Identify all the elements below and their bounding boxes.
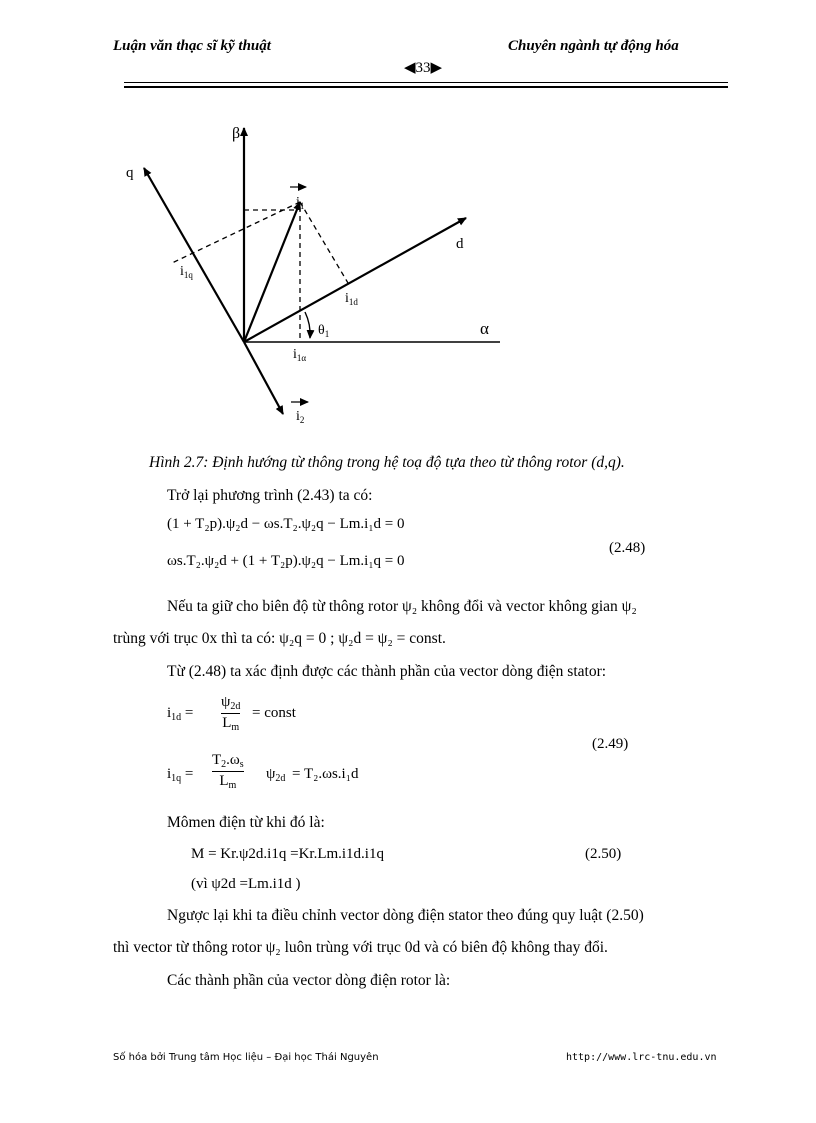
eq250-note: (vì ψ2d =Lm.i1d ) <box>191 876 301 892</box>
paragraph-5b: thì vector từ thông rotor ψ₂ luôn trùng với trục 0d và có biên độ không thay đổi. <box>113 939 608 956</box>
eq248-number: (2.48) <box>609 540 646 556</box>
i1q-label <box>180 264 193 280</box>
page-number-right-mark: ▶ <box>430 60 443 76</box>
eq249-fraction-1 <box>221 694 240 733</box>
paragraph-3: Từ (2.48) ta xác định được các thành phần của vector dòng điện stator: <box>167 663 607 680</box>
header-right: Chuyên ngành tự động hóa <box>508 38 679 54</box>
paragraph-1: Trở lại phương trình (2.43) ta có: <box>167 487 373 504</box>
eq249-frac1-num: $\psi_{2d}$ <box>221 694 241 712</box>
d-axis <box>244 218 466 342</box>
theta-label-sub: 1 <box>324 329 330 339</box>
eq249-line2-lhs: $i_{1q}$ = <box>167 766 194 784</box>
paragraph-6: Các thành phần của vector dòng điện rotor là: <box>167 972 451 989</box>
paragraph-5a: Ngược lại khi ta điều chỉnh vector dòng điện stator theo đúng quy luật (2.50) <box>167 907 644 924</box>
eq249-line2-mid: $\psi_{2d}$ <box>266 766 286 784</box>
eq249-number: (2.49) <box>592 736 629 752</box>
i1alpha-label <box>293 347 306 363</box>
i1-label-sub: 1 <box>299 201 305 211</box>
theta-label-base: θ <box>318 323 325 338</box>
alpha-label: α <box>480 319 489 338</box>
q-label: q <box>126 165 134 181</box>
paragraph-2b: trùng với trục 0x thì ta có: ψ₂q = 0 ; ψ₂d = ψ₂ = const. <box>113 630 446 647</box>
eq250: M = Kr.ψ2d.i1q =Kr.Lm.i1d.i1q <box>191 846 384 862</box>
page-number-left-mark: ◀ <box>404 60 416 76</box>
figure-caption: Hình 2.7: Định hướng từ thông trong hệ toạ độ tựa theo từ thông rotor (d,q). <box>149 454 625 471</box>
eq249-line1-rhs: = const <box>252 705 296 721</box>
q-axis <box>144 168 244 342</box>
footer-link[interactable]: http://www.lrc-tnu.edu.vn <box>566 1052 717 1063</box>
header-left: Luận văn thạc sĩ kỹ thuật <box>113 38 271 54</box>
i2-label-base: i <box>296 409 300 424</box>
eq250-number: (2.50) <box>585 846 622 862</box>
i1-vector <box>244 202 300 342</box>
i1alpha-label-base: i <box>293 347 297 362</box>
eq249-frac2-den: $L_m$ <box>219 773 237 791</box>
eq249-frac1-bar <box>221 713 240 714</box>
i1d-projection <box>300 202 348 283</box>
eq248-line2: ωs.T₂.ψ₂d + (1 + T₂p).ψ₂q − Lm.i₁q = 0 <box>167 553 405 569</box>
i1q-projection <box>172 202 300 263</box>
i1alpha-label-sub: 1α <box>296 353 307 363</box>
eq249-frac1-den: $L_m$ <box>222 715 240 733</box>
paragraph-4: Mômen điện từ khi đó là: <box>167 814 325 831</box>
eq249-frac2-bar <box>212 771 244 772</box>
i2-label <box>296 409 304 425</box>
eq249-line2-rhs: = T₂.ωs.i₁d <box>292 766 359 782</box>
paragraph-2a: Nếu ta giữ cho biên độ từ thông rotor ψ₂ không đổi và vector không gian ψ₂ <box>167 598 637 615</box>
vector-diagram <box>0 0 816 450</box>
i1d-label-base: i <box>345 291 349 306</box>
eq249-line1-lhs: $i_{1d}$ = <box>167 705 194 723</box>
footer-left: Số hóa bởi Trung tâm Học liệu – Đại học Thái Nguyên <box>113 1052 379 1063</box>
i1d-label-sub: 1d <box>348 297 358 307</box>
i1q-label-base: i <box>180 264 184 279</box>
i2-label-sub: 2 <box>299 415 305 425</box>
eq248-line1: (1 + T₂p).ψ₂d − ωs.T₂.ψ₂q − Lm.i₁d = 0 <box>167 516 405 532</box>
beta-label: β <box>232 125 241 142</box>
d-label: d <box>456 236 464 252</box>
i1q-label-sub: 1q <box>183 270 193 280</box>
theta-label <box>318 323 329 339</box>
i1-label-base: i <box>296 195 300 210</box>
i1-label <box>296 195 304 211</box>
page-number-value: 33 <box>415 60 431 76</box>
eq249-frac2-num: $T_2.\omega_s$ <box>212 752 244 770</box>
i2-vector <box>244 342 283 414</box>
eq249-fraction-2 <box>212 752 244 791</box>
theta-arc <box>305 312 310 338</box>
i1d-label <box>345 291 358 307</box>
